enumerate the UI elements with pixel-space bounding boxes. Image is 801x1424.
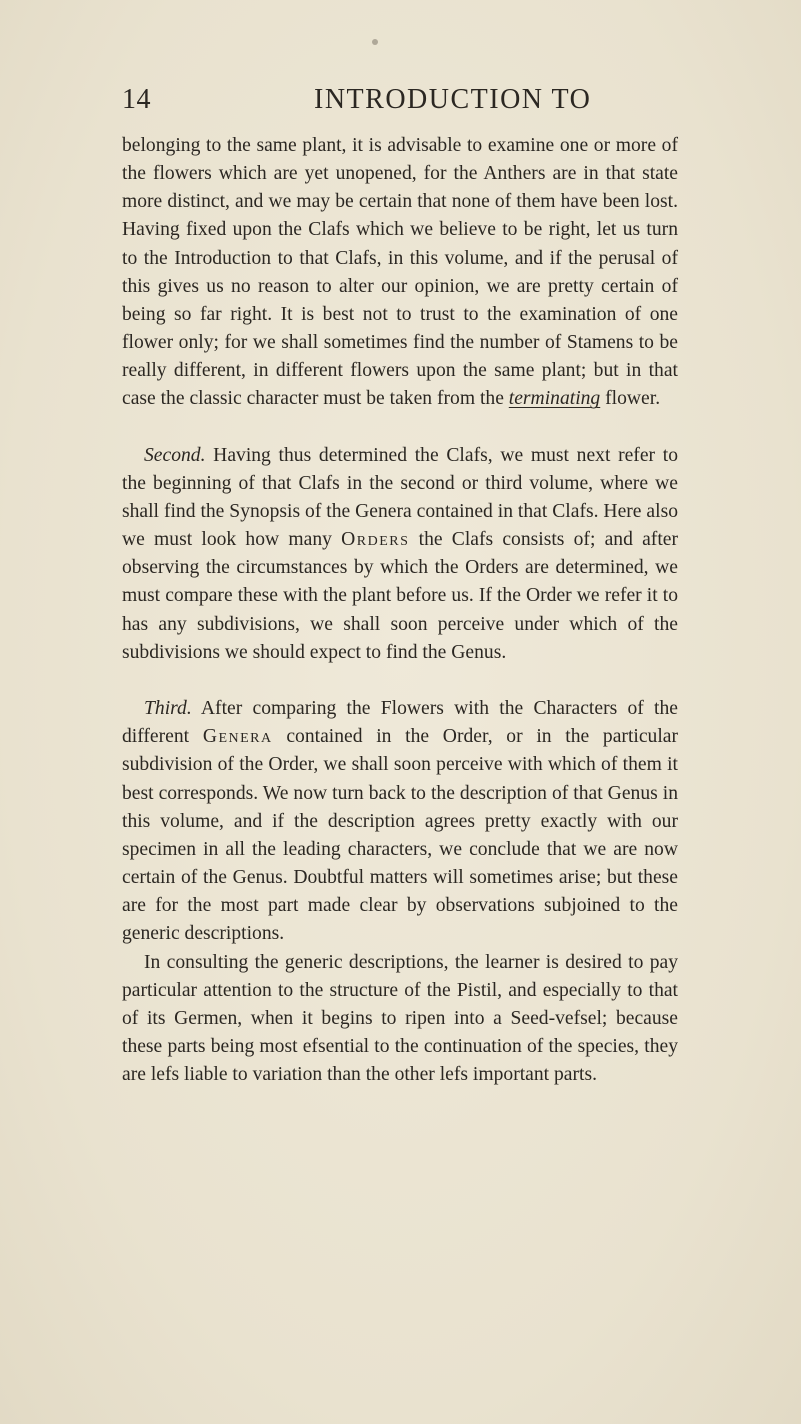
paragraph-1-text: belonging to the same plant, it is advisable to examine one or more of the flowers which are yet unopened, for the Anthers are in that state more distinct, and we may be certain that none of them have been lost. Having fixed upon the Clafs which we believe to be right, let us turn to the Introduction to that Clafs, in this volume, and if the perusal of this gives us no reason to alter our opinion, we are pretty certain of being so far right. It is best not to trust to the examination of one flower only; for we shall sometimes find the number of Stamens to be really different, in different flowers upon the same plant; but in that case the classic character must be taken from the (122, 135, 678, 410)
body-text (122, 132, 678, 1089)
paragraph-1 (122, 132, 678, 414)
page-number: 14 (122, 84, 151, 115)
paragraph-2 (122, 442, 678, 667)
paragraph-2-text-a: Having thus determined the Clafs, we must next refer to the beginning of that Clafs in the second or third volume, where we shall find the Synopsis of the Genera contained in that Clafs. Here also we must look how many (122, 444, 678, 551)
paragraph-2-lead: Second. (144, 444, 206, 466)
paragraph-1-emphasis: terminating (508, 388, 601, 410)
page-header (122, 84, 682, 124)
paragraph-3 (122, 695, 678, 948)
paragraph-2-smallcaps: Orders (341, 529, 410, 551)
paragraph-3-text-b: contained in the Order, or in the particular subdivision of the Order, we shall soon perceive with which of them it best corresponds. We now turn back to the description of that Genus in this volume, and if the description agrees pretty exactly with our specimen in all the leading characters, we conclude that we are now certain of the Genus. Doubtful matters will sometimes arise; but these are for the most part made clear by observations subjoined to the generic descriptions. (122, 726, 678, 945)
paragraph-4-text: In consulting the generic descriptions, the learner is desired to pay particular attention to the structure of the Pistil, and especially to that of its Germen, when it begins to ripen into a Seed-vefsel; because these parts being most efsential to the continuation of the species, they are lefs liable to variation than the other lefs important parts. (122, 951, 678, 1086)
paragraph-4 (122, 949, 678, 1090)
paragraph-3-lead: Third. (144, 698, 192, 720)
paragraph-2-text-b: the Clafs consists of; and after observing the circumstances by which the Orders are determined, we must compare these with the plant before us. If the Order we refer it to has any subdivisions, we shall soon perceive under which of the subdivisions we should expect to find the Genus. (122, 529, 678, 663)
paragraph-3-text-a: After comparing the Flowers with the Characters of the different (122, 698, 678, 748)
paragraph-1-tail: flower. (600, 388, 661, 410)
running-head: INTRODUCTION TO (314, 84, 592, 115)
paragraph-3-smallcaps: Genera (202, 726, 273, 748)
paper-speck (372, 39, 378, 45)
